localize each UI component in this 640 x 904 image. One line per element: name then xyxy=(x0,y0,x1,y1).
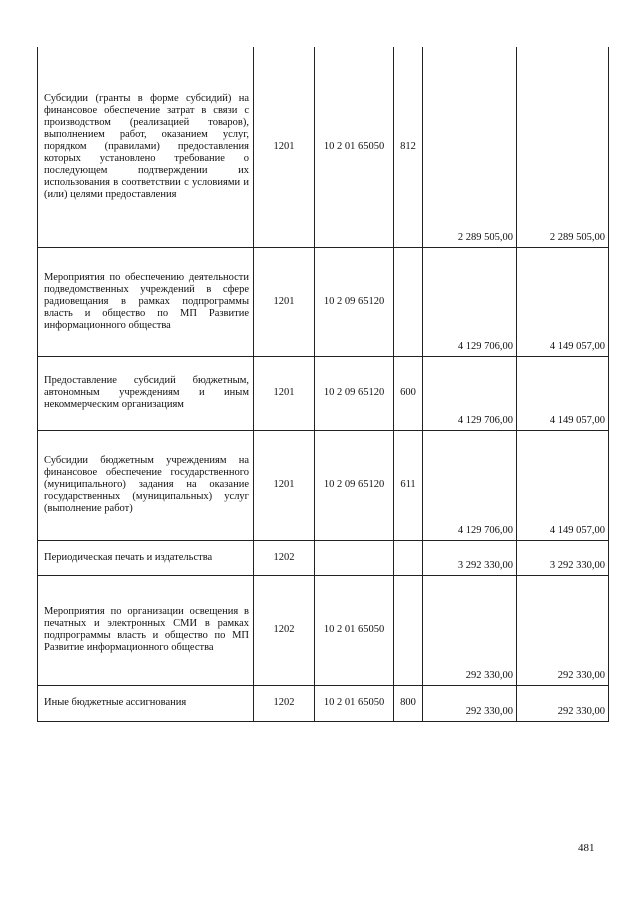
table-row xyxy=(38,540,609,575)
page-number: 481 xyxy=(578,842,595,854)
row-expense-type xyxy=(394,575,423,685)
row-expense-type: 600 xyxy=(394,356,423,430)
row-name: Мероприятия по обеспечению деятельности подведомственных учреждений в сфере радиовещания в рамках подпрограммы власть и общество по МП Развитие информационного общества xyxy=(38,247,254,356)
row-amount-2: 3 292 330,00 xyxy=(517,540,609,575)
row-expense-type: 800 xyxy=(394,685,423,721)
row-amount-2: 2 289 505,00 xyxy=(517,47,609,247)
row-name: Мероприятия по организации освещения в печатных и электронных СМИ в рамках подпрограммы власть и общество по МП Развитие информационного общества xyxy=(38,575,254,685)
row-amount-1: 292 330,00 xyxy=(423,685,517,721)
row-amount-1: 292 330,00 xyxy=(423,575,517,685)
row-name: Иные бюджетные ассигнования xyxy=(38,685,254,721)
row-target-code: 10 2 09 65120 xyxy=(315,430,394,540)
row-section-code: 1201 xyxy=(254,356,315,430)
budget-table xyxy=(37,47,609,722)
row-target-code: 10 2 01 65050 xyxy=(315,685,394,721)
row-name: Субсидии бюджетным учреждениям на финансовое обеспечение государственного (муниципального) задания на оказание государственных (муниципальных) услуг (выполнение работ) xyxy=(38,430,254,540)
row-name: Периодическая печать и издательства xyxy=(38,540,254,575)
row-expense-type xyxy=(394,247,423,356)
row-amount-1: 4 129 706,00 xyxy=(423,356,517,430)
row-amount-2: 4 149 057,00 xyxy=(517,356,609,430)
row-section-code: 1201 xyxy=(254,47,315,247)
row-target-code: 10 2 09 65120 xyxy=(315,356,394,430)
row-amount-1: 3 292 330,00 xyxy=(423,540,517,575)
table-row xyxy=(38,430,609,540)
row-amount-1: 2 289 505,00 xyxy=(423,47,517,247)
row-target-code: 10 2 01 65050 xyxy=(315,47,394,247)
row-amount-1: 4 129 706,00 xyxy=(423,430,517,540)
table-row xyxy=(38,247,609,356)
row-amount-2: 4 149 057,00 xyxy=(517,247,609,356)
table-row xyxy=(38,685,609,721)
row-section-code: 1202 xyxy=(254,540,315,575)
row-section-code: 1201 xyxy=(254,247,315,356)
row-expense-type xyxy=(394,540,423,575)
row-name: Предоставление субсидий бюджетным, автономным учреждениям и иным некоммерческим организациям xyxy=(38,356,254,430)
table-row xyxy=(38,575,609,685)
row-amount-2: 292 330,00 xyxy=(517,685,609,721)
row-amount-2: 292 330,00 xyxy=(517,575,609,685)
row-expense-type: 611 xyxy=(394,430,423,540)
row-target-code: 10 2 01 65050 xyxy=(315,575,394,685)
row-target-code: 10 2 09 65120 xyxy=(315,247,394,356)
row-section-code: 1202 xyxy=(254,575,315,685)
row-amount-2: 4 149 057,00 xyxy=(517,430,609,540)
row-name: Субсидии (гранты в форме субсидий) на финансовое обеспечение затрат в связи с производством (реализацией товаров), выполнением работ, оказанием услуг, порядком (правилами) предоставления которых установлено требование о последующем подтверждении их использования в соответствии с условиями и (или) целями предоставления xyxy=(38,47,254,247)
table-row xyxy=(38,47,609,247)
row-section-code: 1201 xyxy=(254,430,315,540)
row-expense-type: 812 xyxy=(394,47,423,247)
table-row xyxy=(38,356,609,430)
row-amount-1: 4 129 706,00 xyxy=(423,247,517,356)
row-section-code: 1202 xyxy=(254,685,315,721)
row-target-code xyxy=(315,540,394,575)
